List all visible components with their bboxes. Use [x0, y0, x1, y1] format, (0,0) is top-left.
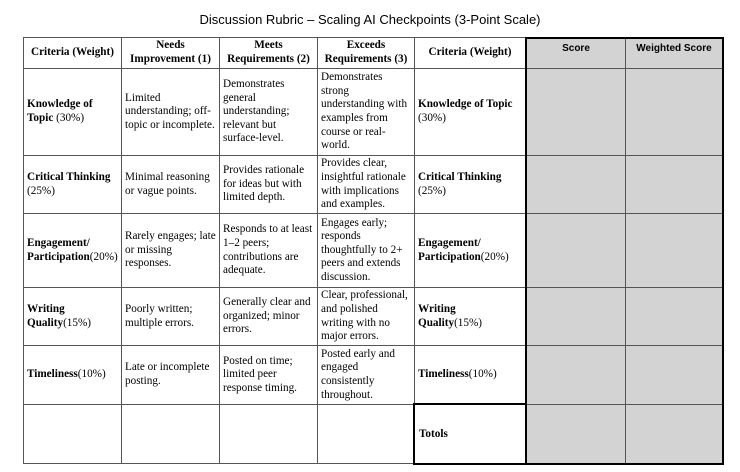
cell-meets-requirements: Demonstrates general understanding; relevant but surface-level. [223, 78, 290, 145]
criteria-weight: (20%) [480, 250, 509, 263]
cell-meets-requirements: Responds to at least 1–2 peers; contributions are adequate. [223, 223, 313, 277]
header-score: Score [562, 43, 590, 54]
page-title: Discussion Rubric – Scaling AI Checkpoints (3-Point Scale) [199, 12, 541, 27]
header-needs-improvement: Needs Improvement (1) [130, 39, 211, 65]
row-criteria-repeat [415, 214, 525, 287]
cell-needs-improvement: Poorly written; multiple errors. [125, 302, 194, 329]
criteria-name: Timeliness [27, 368, 78, 381]
cell-exceeds-requirements: Clear, professional, and polished writing with no major errors. [321, 289, 408, 343]
criteria-name: Critical Thinking [418, 170, 502, 183]
row-criteria [24, 346, 121, 404]
criteria-name: Engagement/ Participation [27, 236, 90, 263]
criteria-name: Engagement/ Participation [418, 236, 481, 263]
cell-needs-improvement: Late or incomplete posting. [125, 361, 210, 387]
score-column[interactable] [527, 38, 625, 464]
header-weighted-score: Weighted Score [636, 43, 712, 54]
criteria-weight: (30%) [53, 112, 85, 124]
cell-needs-improvement: Minimal reasoning or vague points. [125, 170, 210, 197]
row-criteria [24, 156, 121, 213]
criteria-weight: (15%) [454, 316, 483, 329]
cell-exceeds-requirements: Provides clear, insightful rationale with implications and examples. [321, 157, 406, 211]
criteria-weight: (25%) [27, 184, 55, 197]
cell-exceeds-requirements: Demonstrates strong understanding with examples from course or real-world. [321, 71, 408, 152]
criteria-name: Knowledge of Topic [27, 98, 93, 124]
criteria-weight: (25%) [418, 184, 446, 197]
row-criteria-repeat [415, 156, 525, 213]
weighted-score-column[interactable] [626, 38, 722, 464]
criteria-name: Knowledge of Topic [418, 98, 513, 111]
criteria-weight: (30%) [418, 112, 446, 124]
cell-needs-improvement: Limited understanding; off-topic or incomplete. [125, 91, 215, 131]
criteria-weight: (10%) [77, 368, 106, 381]
cell-exceeds-requirements: Engages early; responds thoughtfully to 2+ peers and extends discussion. [321, 216, 403, 283]
header-criteria: Criteria (Weight) [31, 46, 114, 59]
header-criteria-repeat: Criteria (Weight) [428, 46, 512, 59]
header-meets-requirements: Meets Requirements (2) [227, 39, 310, 65]
header-exceeds-requirements: Exceeds Requirements (3) [324, 39, 408, 65]
criteria-name: Writing Quality [27, 302, 65, 329]
cell-needs-improvement: Rarely engages; late or missing responses. [125, 230, 216, 270]
cell-meets-requirements: Posted on time; limited peer response timing. [223, 354, 297, 394]
criteria-name: Writing Quality [418, 302, 456, 329]
row-criteria [24, 69, 121, 155]
cell-meets-requirements: Generally clear and organized; minor errors. [223, 296, 311, 336]
cell-meets-requirements: Provides rationale for ideas but with limited depth. [223, 164, 305, 204]
criteria-name: Timeliness [418, 368, 469, 381]
row-criteria [24, 214, 121, 287]
row-criteria-repeat [415, 69, 525, 155]
totals-label: Totols [419, 428, 448, 440]
row-criteria-repeat [415, 288, 525, 345]
criteria-weight: (15%) [63, 316, 92, 329]
criteria-weight: (10%) [468, 368, 497, 381]
row-criteria-repeat [415, 346, 525, 404]
cell-exceeds-requirements: Posted early and engaged consistently throughout. [321, 347, 395, 401]
row-criteria [24, 288, 121, 345]
criteria-weight: (20%) [89, 250, 118, 263]
criteria-name: Critical Thinking [27, 170, 111, 183]
